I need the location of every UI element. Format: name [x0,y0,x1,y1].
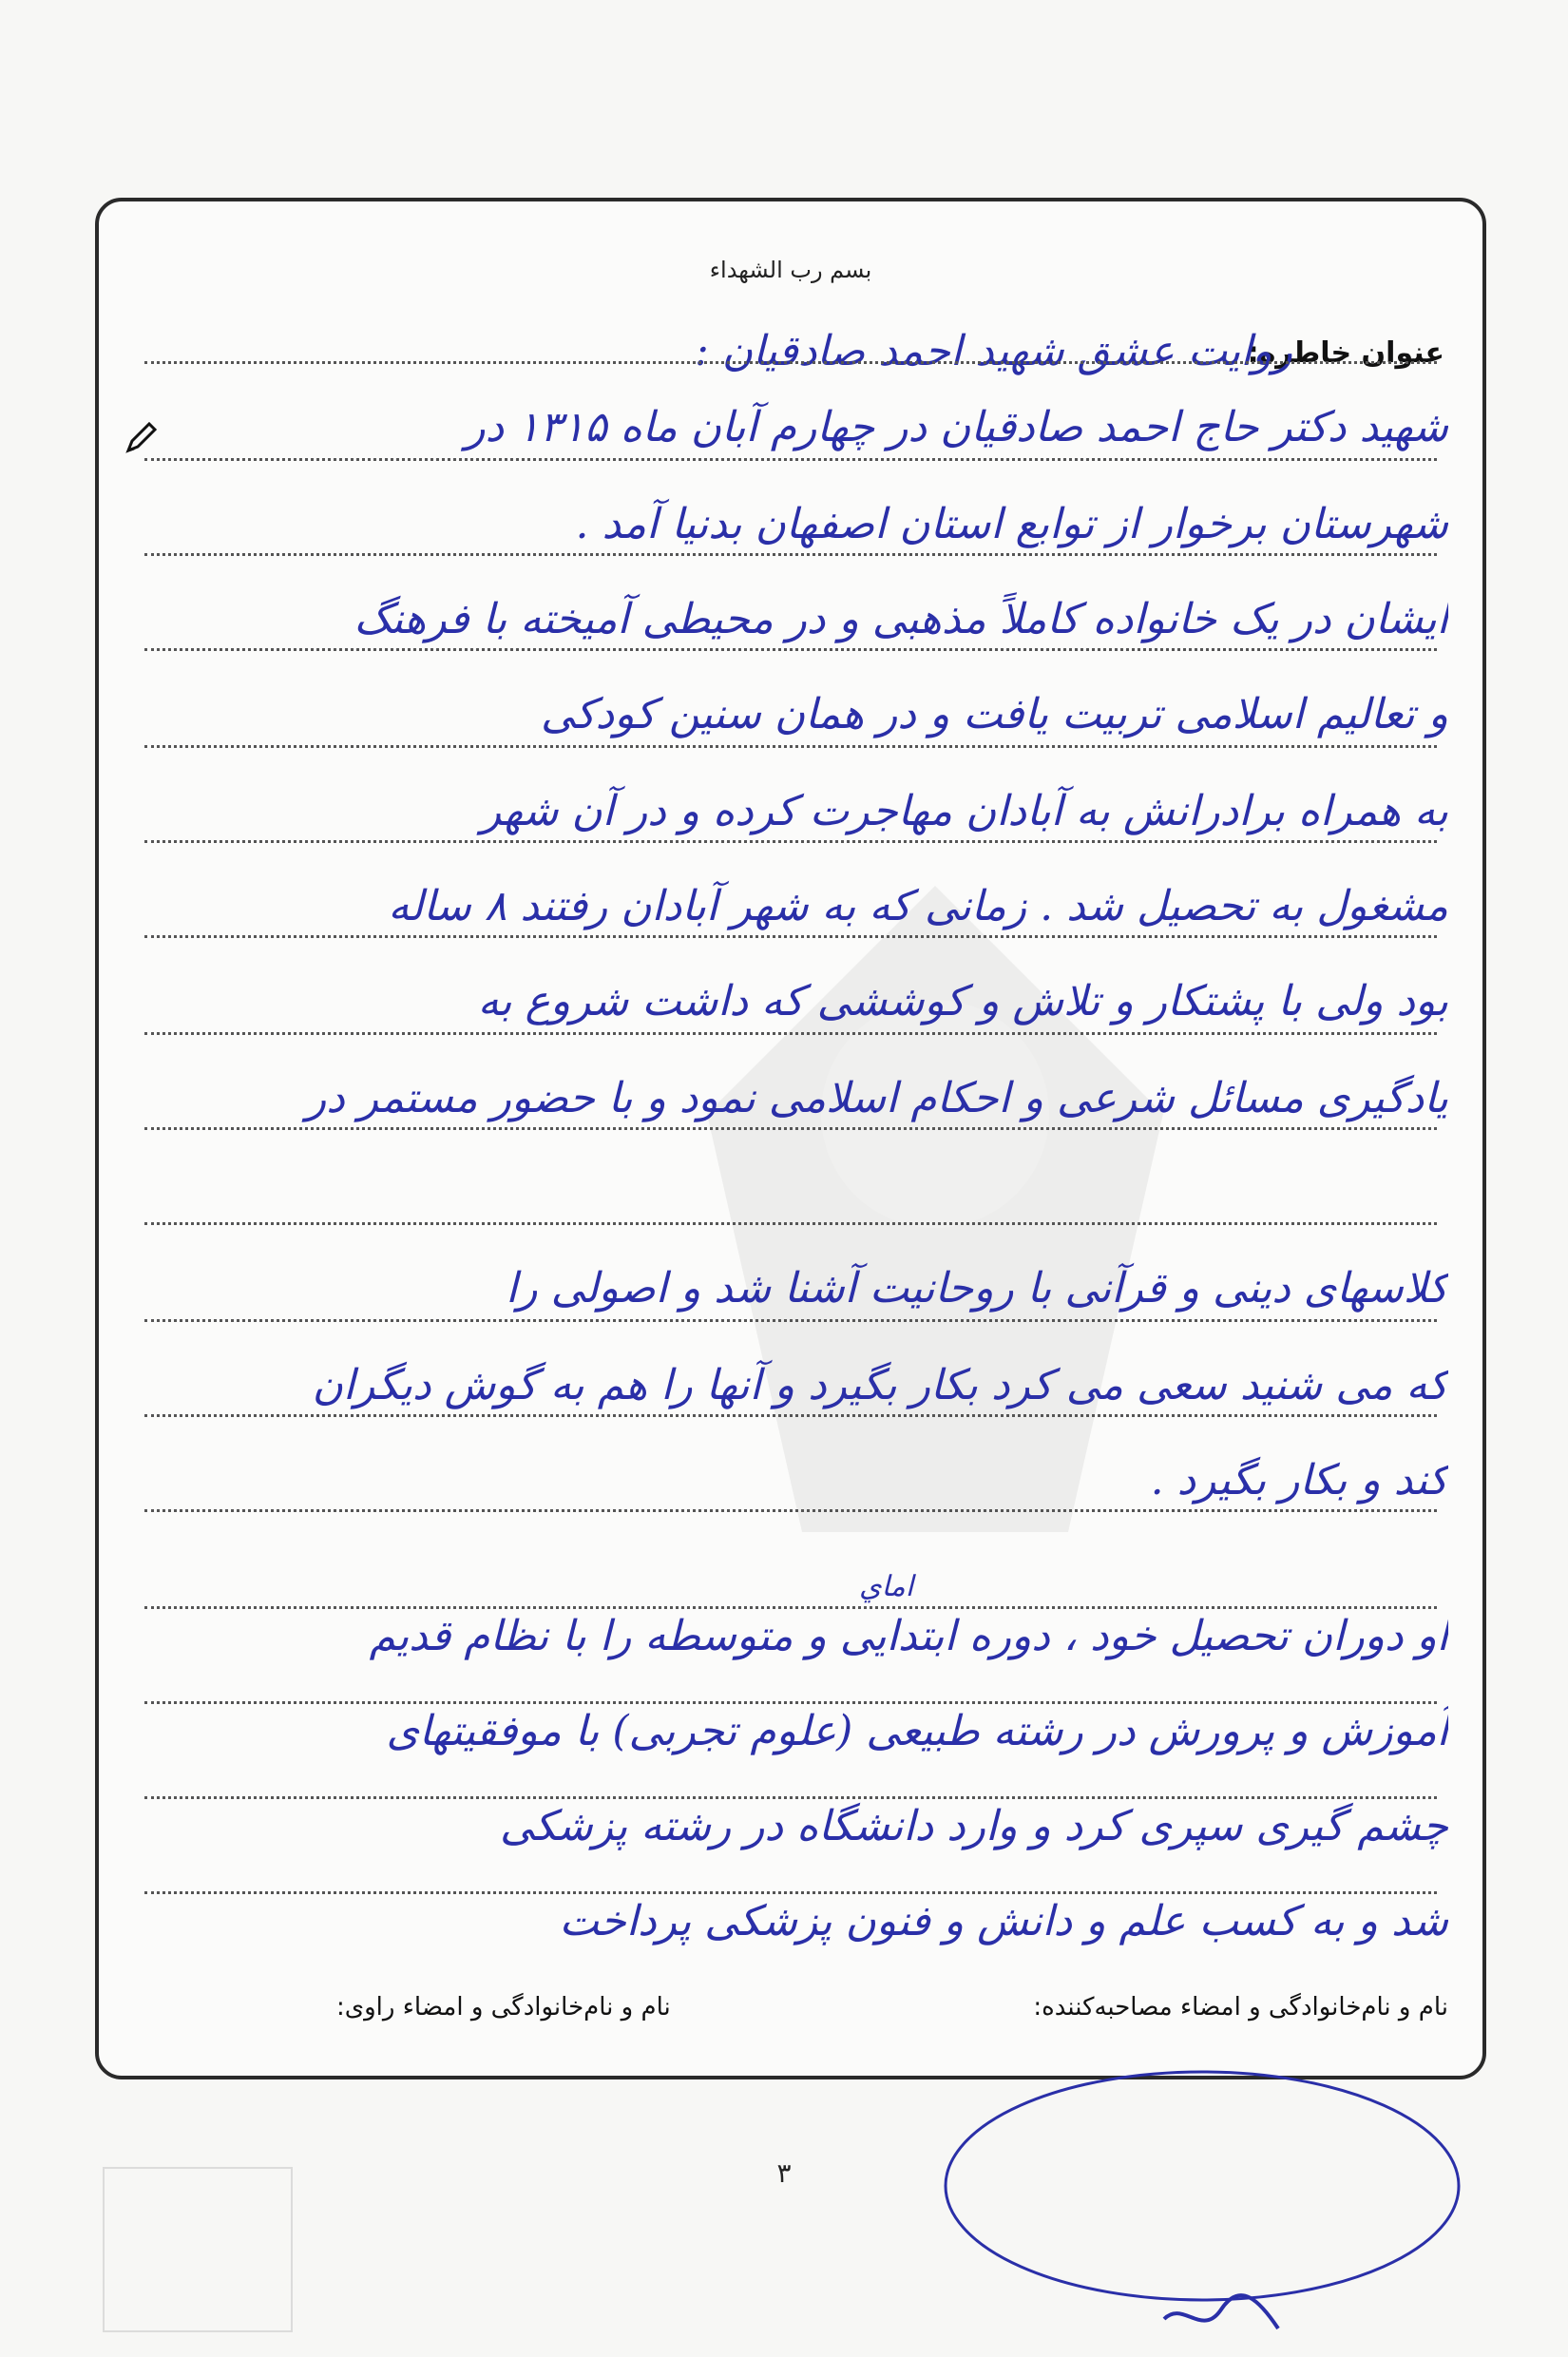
handwritten-line: یادگیری مسائل شرعی و احکام اسلامی نمود و با حضور مستمر در [305,1074,1448,1122]
dotted-line [144,361,1437,364]
handwritten-line: بود ولی با پشتکار و تلاش و کوششی که داشت شروع به [477,977,1448,1025]
inserted-note: اماي [859,1570,914,1603]
handwritten-line: او دوران تحصیل خود ، دوره ابتدایی و متوسطه را با نظام قدیم [369,1612,1448,1660]
handwritten-line: و تعالیم اسلامی تربیت یافت و در همان سنین کودکی [541,690,1448,738]
dotted-line [144,1127,1437,1130]
handwritten-line: کند و بکار بگیرد . [1150,1456,1448,1504]
handwritten-line: که می شنید سعی می کرد بکار بگیرد و آنها را هم به گوش دیگران [312,1361,1448,1409]
handwritten-line: شهرستان برخوار از توابع استان اصفهان بدنیا آمد . [575,500,1448,548]
dotted-line [144,1222,1437,1225]
handwritten-line: به همراه برادرانش به آبادان مهاجرت کرده و در آن شهر [481,787,1448,835]
interviewer-signature-label: نام و نام‌خانوادگی و امضاء مصاحبه‌کننده: [1033,1993,1448,2022]
dotted-line [144,1414,1437,1417]
memoir-title-label: عنوان خاطره: [1247,336,1444,370]
memoir-title-handwritten: روایت عشق شهید احمد صادقیان : [695,327,1292,375]
dotted-line [144,1319,1437,1322]
bismillah-header: بسم رب الشهداء [709,257,872,283]
handwritten-line: کلاسهای دینی و قرآنی با روحانیت آشنا شد و اصولی را [506,1264,1448,1313]
dotted-line [144,648,1437,651]
dotted-line [144,1509,1437,1512]
handwritten-line: شهید دکتر حاج احمد صادقیان در چهارم آبان ماه ۱۳۱۵ در [465,403,1448,451]
dotted-line [144,1032,1437,1035]
handwritten-line: شد و به کسب علم و دانش و فنون پزشکی پرداخت [559,1897,1448,1945]
dotted-line [144,840,1437,843]
dotted-line [144,745,1437,748]
handwritten-line: مشغول به تحصیل شد . زمانی که به شهر آبادان رفتند ۸ ساله [388,882,1448,930]
ruled-lines [144,201,1437,2076]
handwritten-line: آموزش و پرورش در رشته طبیعی (علوم تجربی) با موفقیتهای [386,1707,1448,1755]
narrator-signature-label: نام و نام‌خانوادگی و امضاء راوی: [336,1993,671,2022]
handwritten-line: ایشان در یک خانواده کاملاً مذهبی و در محیطی آمیخته با فرهنگ [354,595,1448,643]
page-number: ۳ [776,2157,792,2189]
handwritten-line [133,1165,1448,1222]
handwritten-line: چشم گیری سپری کرد و وارد دانشگاه در رشته پزشکی [499,1802,1448,1850]
faded-stamp [103,2167,293,2332]
dotted-line [144,935,1437,938]
dotted-line [144,553,1437,556]
dotted-line [144,458,1437,461]
signature-scribble [917,2062,1506,2357]
document-page-frame [95,198,1486,2079]
